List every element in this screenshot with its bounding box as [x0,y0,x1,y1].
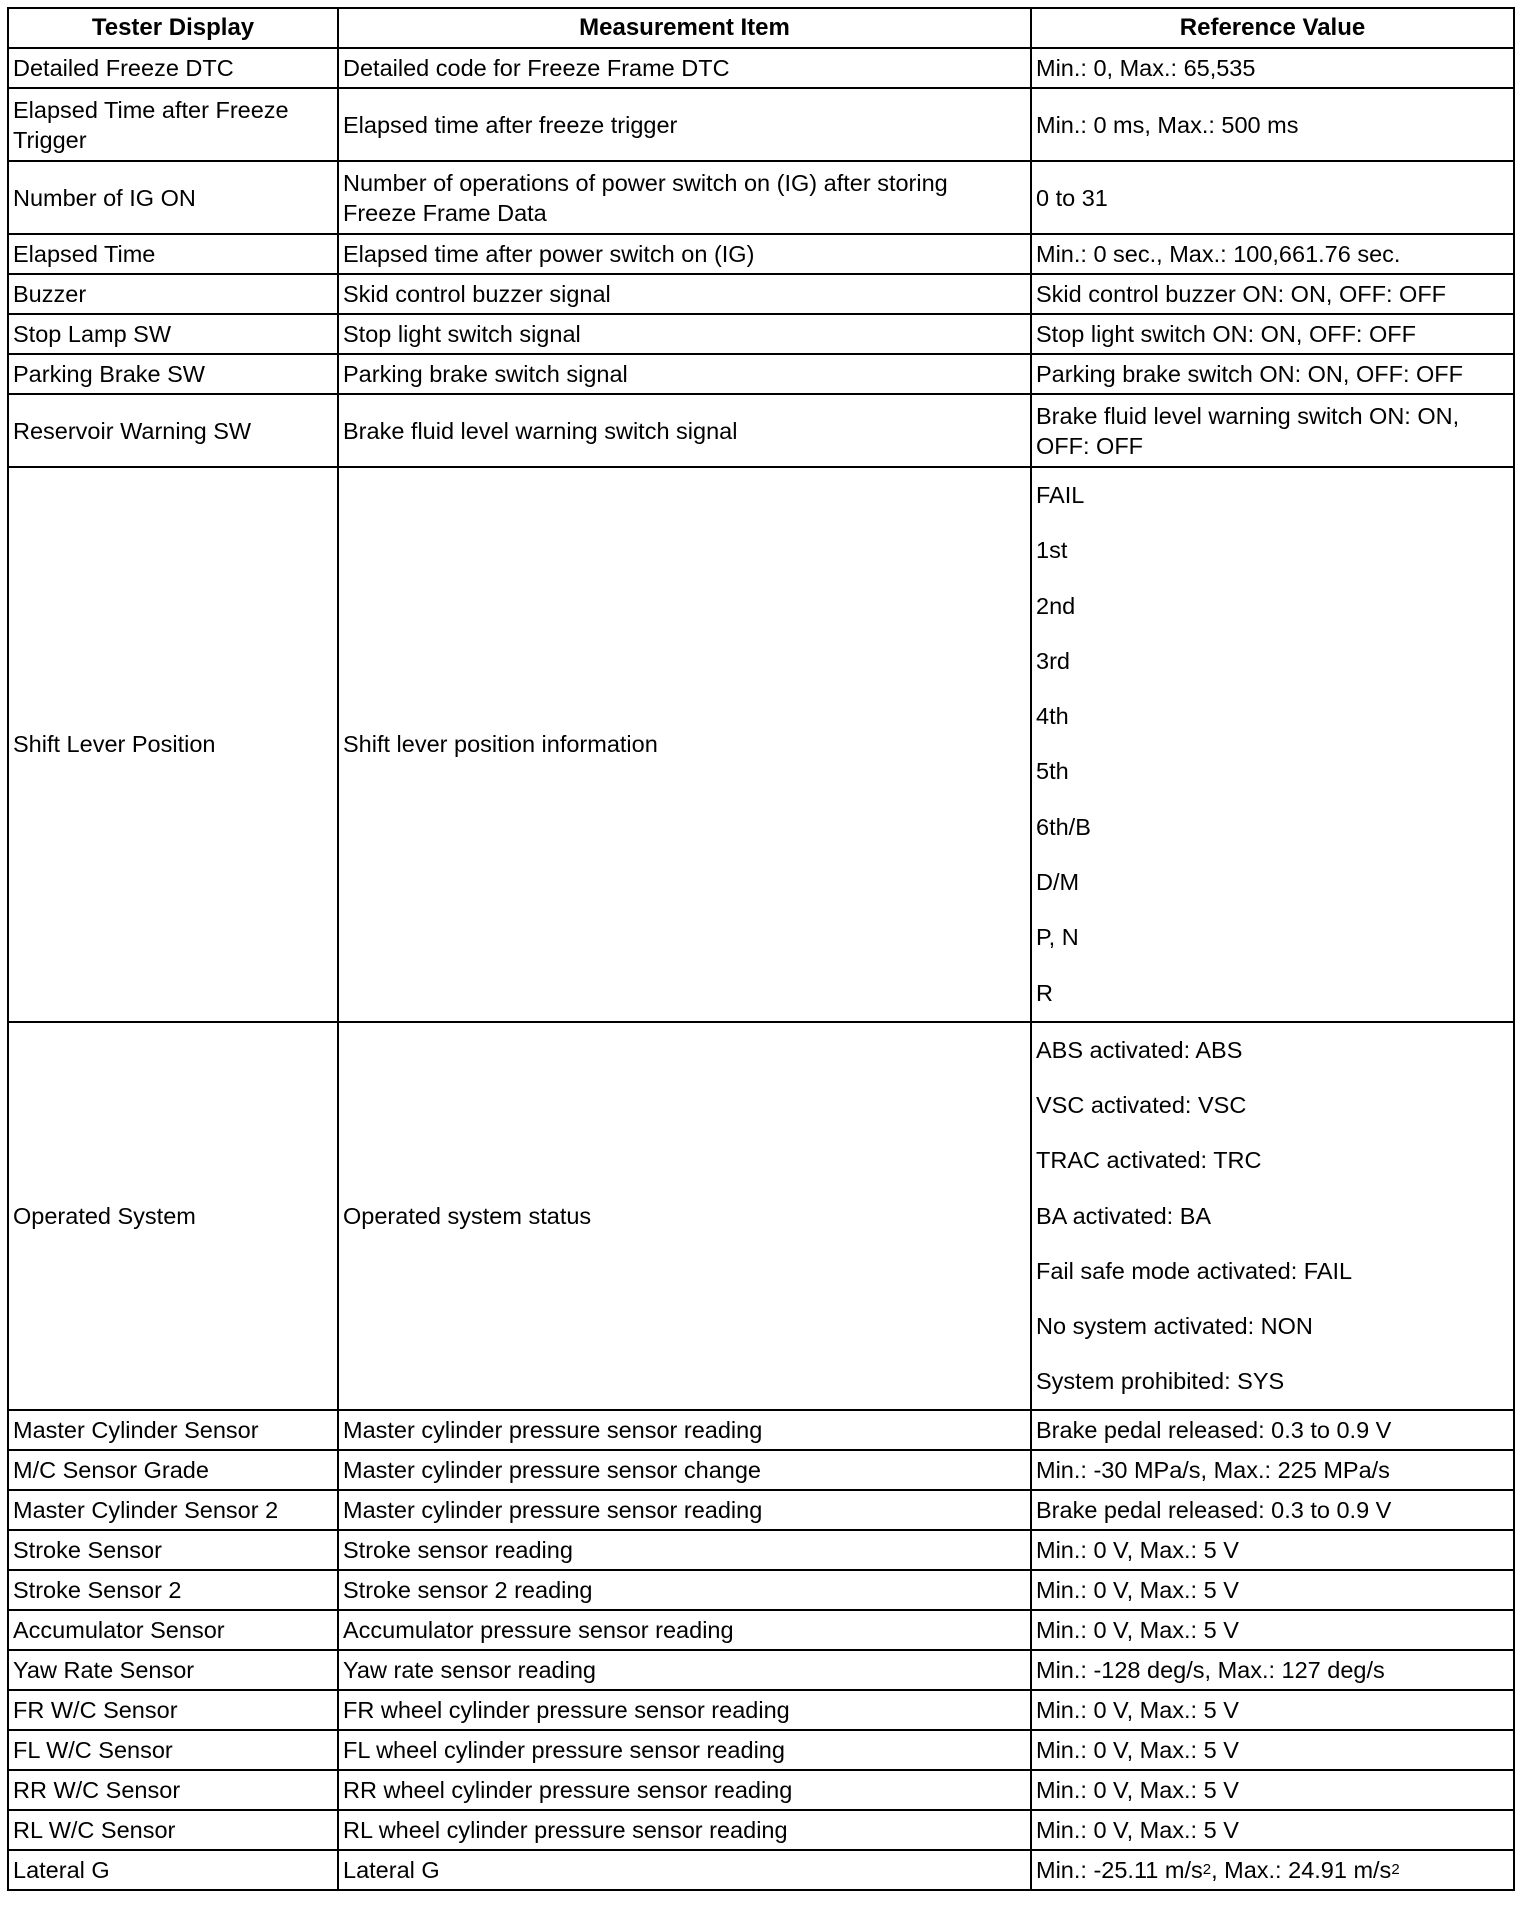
measurement-item-cell: Stop light switch signal [338,314,1031,354]
tester-display-cell: Stop Lamp SW [8,314,338,354]
list-item: 2nd [1036,592,1076,619]
tester-display-cell: Operated System [8,1022,338,1410]
reference-value-cell: Brake pedal released: 0.3 to 0.9 V [1031,1490,1514,1530]
tester-display-cell: Detailed Freeze DTC [8,48,338,88]
header-reference-value: Reference Value [1031,8,1514,48]
measurement-item-cell: Master cylinder pressure sensor reading [338,1490,1031,1530]
tester-display-cell: Lateral G [8,1850,338,1890]
reference-table [7,7,1515,1891]
tester-display-cell: Elapsed Time [8,234,338,274]
reference-value-cell: Min.: -128 deg/s, Max.: 127 deg/s [1031,1650,1514,1690]
reference-value-cell: Min.: 0 ms, Max.: 500 ms [1031,88,1514,161]
reference-value-cell: Min.: 0, Max.: 65,535 [1031,48,1514,88]
reference-value-cell: Min.: 0 V, Max.: 5 V [1031,1570,1514,1610]
reference-value-cell: Min.: 0 V, Max.: 5 V [1031,1770,1514,1810]
reference-value-cell: Brake fluid level warning switch ON: ON, OFF: OFF [1031,394,1514,467]
measurement-item-cell: Lateral G [338,1850,1031,1890]
reference-value-cell: Min.: 0 V, Max.: 5 V [1031,1810,1514,1850]
table-row [8,1770,1514,1810]
list-item: 5th [1036,758,1069,785]
measurement-item-cell: Elapsed time after power switch on (IG) [338,234,1031,274]
tester-display-cell: Master Cylinder Sensor [8,1410,338,1450]
reference-value-cell: Min.: 0 V, Max.: 5 V [1031,1690,1514,1730]
table-row [8,234,1514,274]
table-row [8,1490,1514,1530]
reference-value-cell: Skid control buzzer ON: ON, OFF: OFF [1031,274,1514,314]
reference-value-cell: Min.: 0 V, Max.: 5 V [1031,1530,1514,1570]
reference-value-list [1031,467,1514,1022]
list-item: 4th [1036,703,1069,730]
lateral-g-max-exponent: 2 [1391,1861,1400,1879]
header-row [8,8,1514,48]
tester-display-cell: Master Cylinder Sensor 2 [8,1490,338,1530]
table-row [8,1530,1514,1570]
measurement-item-cell: Master cylinder pressure sensor reading [338,1410,1031,1450]
list-item: 1st [1036,537,1068,564]
list-item: BA activated: BA [1036,1202,1212,1229]
reference-value-cell: Min.: 0 sec., Max.: 100,661.76 sec. [1031,234,1514,274]
lateral-g-max-text: , Max.: 24.91 m/s [1211,1857,1392,1884]
tester-display-cell: M/C Sensor Grade [8,1450,338,1490]
lateral-g-min-text: Min.: -25.11 m/s [1036,1857,1203,1884]
tester-display-cell: Yaw Rate Sensor [8,1650,338,1690]
measurement-item-cell: Master cylinder pressure sensor change [338,1450,1031,1490]
reference-value-cell: Stop light switch ON: ON, OFF: OFF [1031,314,1514,354]
table-row [8,48,1514,88]
table-row [8,1570,1514,1610]
list-item: Fail safe mode activated: FAIL [1036,1257,1353,1284]
measurement-item-cell: Operated system status [338,1022,1031,1410]
header-measurement-item: Measurement Item [338,8,1031,48]
measurement-item-cell: FL wheel cylinder pressure sensor reading [338,1730,1031,1770]
list-item: FAIL [1036,482,1085,508]
header-tester-display: Tester Display [8,8,338,48]
reference-value-cell [1031,1850,1514,1890]
measurement-item-cell: Accumulator pressure sensor reading [338,1610,1031,1650]
table-row [8,394,1514,467]
tester-display-cell: Reservoir Warning SW [8,394,338,467]
list-item: No system activated: NON [1036,1312,1313,1339]
tester-display-cell: FL W/C Sensor [8,1730,338,1770]
tester-display-cell: Parking Brake SW [8,354,338,394]
measurement-item-cell: FR wheel cylinder pressure sensor reading [338,1690,1031,1730]
list-item: ABS activated: ABS [1036,1036,1243,1063]
tester-display-cell: FR W/C Sensor [8,1690,338,1730]
measurement-item-cell: Shift lever position information [338,467,1031,1022]
table-row [8,88,1514,161]
list-item: VSC activated: VSC [1036,1092,1247,1119]
reference-value-cell: Min.: 0 V, Max.: 5 V [1031,1730,1514,1770]
table-row [8,467,1514,1022]
table-row [8,1650,1514,1690]
measurement-item-cell: Stroke sensor reading [338,1530,1031,1570]
table-row [8,1410,1514,1450]
reference-value-cell: 0 to 31 [1031,161,1514,234]
reference-value-cell: Min.: -30 MPa/s, Max.: 225 MPa/s [1031,1450,1514,1490]
tester-display-cell: Accumulator Sensor [8,1610,338,1650]
measurement-item-cell: Parking brake switch signal [338,354,1031,394]
tester-display-cell: Stroke Sensor 2 [8,1570,338,1610]
table-row [8,1610,1514,1650]
tester-display-cell: RR W/C Sensor [8,1770,338,1810]
tester-display-cell: Number of IG ON [8,161,338,234]
list-item: P, N [1036,924,1079,951]
table-row [8,354,1514,394]
list-item: 6th/B [1036,813,1091,840]
reference-value-cell: Min.: 0 V, Max.: 5 V [1031,1610,1514,1650]
list-item: D/M [1036,869,1080,896]
lateral-g-min-exponent: 2 [1202,1861,1212,1879]
reference-value-cell: Parking brake switch ON: ON, OFF: OFF [1031,354,1514,394]
measurement-item-cell: Brake fluid level warning switch signal [338,394,1031,467]
measurement-item-cell: Stroke sensor 2 reading [338,1570,1031,1610]
tester-display-cell: Shift Lever Position [8,467,338,1022]
measurement-item-cell: Detailed code for Freeze Frame DTC [338,48,1031,88]
measurement-item-cell: Elapsed time after freeze trigger [338,88,1031,161]
measurement-item-cell: Yaw rate sensor reading [338,1650,1031,1690]
table-row [8,1730,1514,1770]
tester-display-cell: Elapsed Time after Freeze Trigger [8,88,338,161]
tester-display-cell: Stroke Sensor [8,1530,338,1570]
measurement-item-cell: Number of operations of power switch on (IG) after storing Freeze Frame Data [338,161,1031,234]
table-row [8,1810,1514,1850]
table-row [8,314,1514,354]
measurement-item-cell: Skid control buzzer signal [338,274,1031,314]
reference-value-cell: Brake pedal released: 0.3 to 0.9 V [1031,1410,1514,1450]
table-row [8,1850,1514,1890]
tester-display-cell: Buzzer [8,274,338,314]
list-item: System prohibited: SYS [1036,1368,1285,1395]
table-row [8,1022,1514,1410]
table-row [8,1690,1514,1730]
table-row [8,274,1514,314]
reference-value-list [1031,1022,1514,1410]
table-row [8,161,1514,234]
table-row [8,1450,1514,1490]
list-item: R [1036,979,1053,1006]
list-item: TRAC activated: TRC [1036,1147,1262,1174]
measurement-item-cell: RL wheel cylinder pressure sensor reading [338,1810,1031,1850]
measurement-item-cell: RR wheel cylinder pressure sensor reading [338,1770,1031,1810]
list-item: 3rd [1036,647,1070,674]
tester-display-cell: RL W/C Sensor [8,1810,338,1850]
